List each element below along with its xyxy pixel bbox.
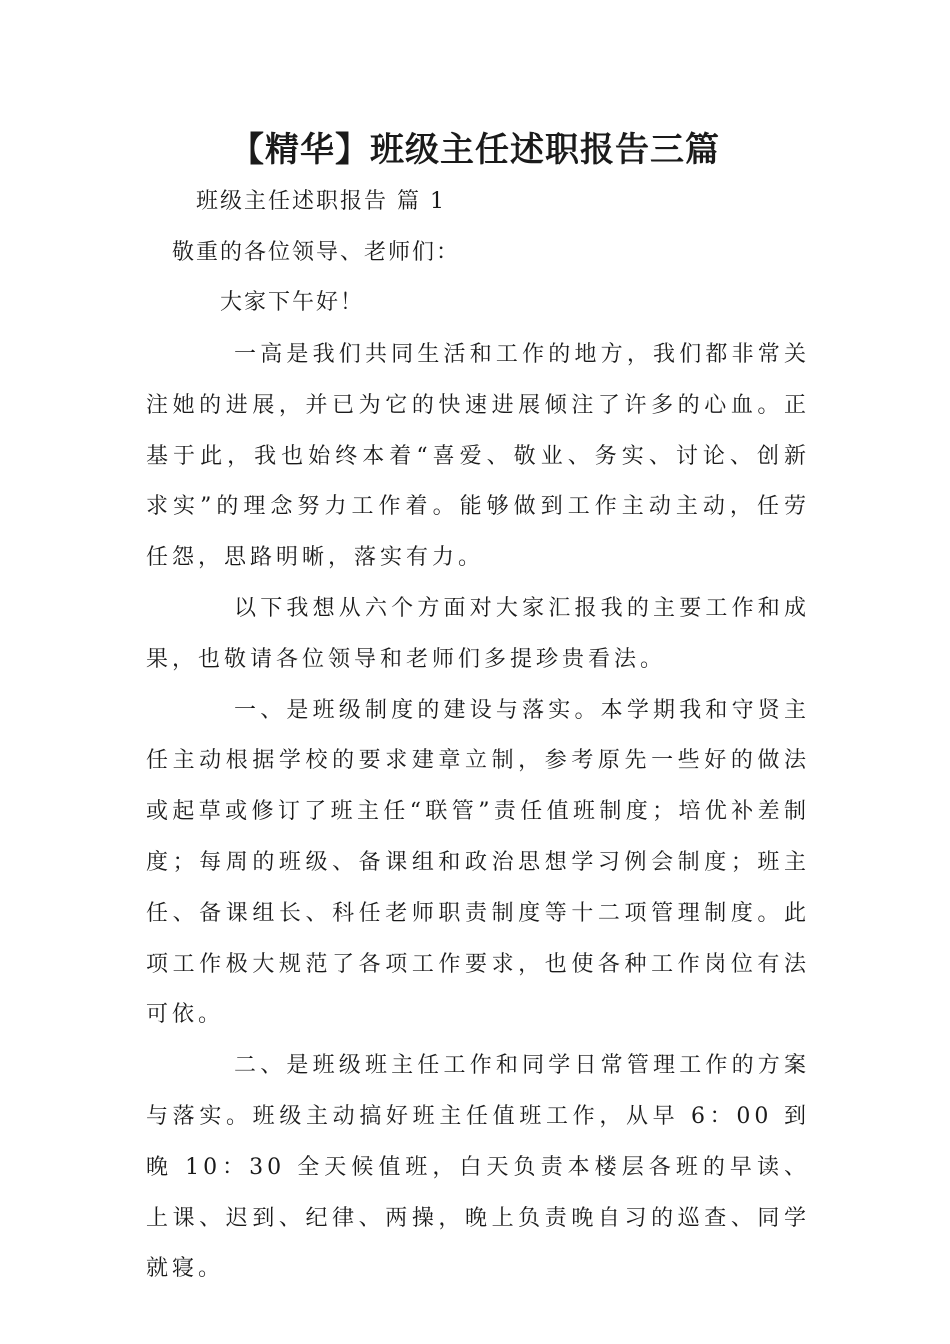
paragraph: 二、是班级班主任工作和同学日常管理工作的方案与落实。班级主动搞好班主任值班工作，从早 6：00 到晚 10：30 全天候值班，白天负责本楼层各班的早读、上课、迟到、纪律、两操，晚上负责晚自习的巡查、同学就寝。 [146,1053,810,1282]
document-subtitle: 班级主任述职报告 篇 1 [196,189,446,214]
paragraph: 一高是我们共同生活和工作的地方，我们都非常关注她的进展，并已为它的快速进展倾注了许多的心血。正基于此，我也始终本着“喜爱、敬业、务实、讨论、创新求实”的理念努力工作着。能够做到工作主动主动，任劳任怨，思路明晰，落实有力。 [146,342,810,571]
paragraph: 一、是班级制度的建设与落实。本学期我和守贤主任主动根据学校的要求建章立制，参考原先一些好的做法或起草或修订了班主任“联管”责任值班制度；培优补差制度；每周的班级、备课组和政治思想学习例会制度；班主任、备课组长、科任老师职责制度等十二项管理制度。此项工作极大规范了各项工作要求，也使各种工作岗位有法可依。 [146,697,810,1028]
hello-line: 大家下午好！ [220,290,365,315]
body-text [146,330,810,1295]
paragraph: 以下我想从六个方面对大家汇报我的主要工作和成果，也敬请各位领导和老师们多提珍贵看法。 [146,595,810,672]
greeting-line: 敬重的各位领导、老师们： [172,240,461,265]
document-title: 【精华】班级主任述职报告三篇 [230,130,720,170]
